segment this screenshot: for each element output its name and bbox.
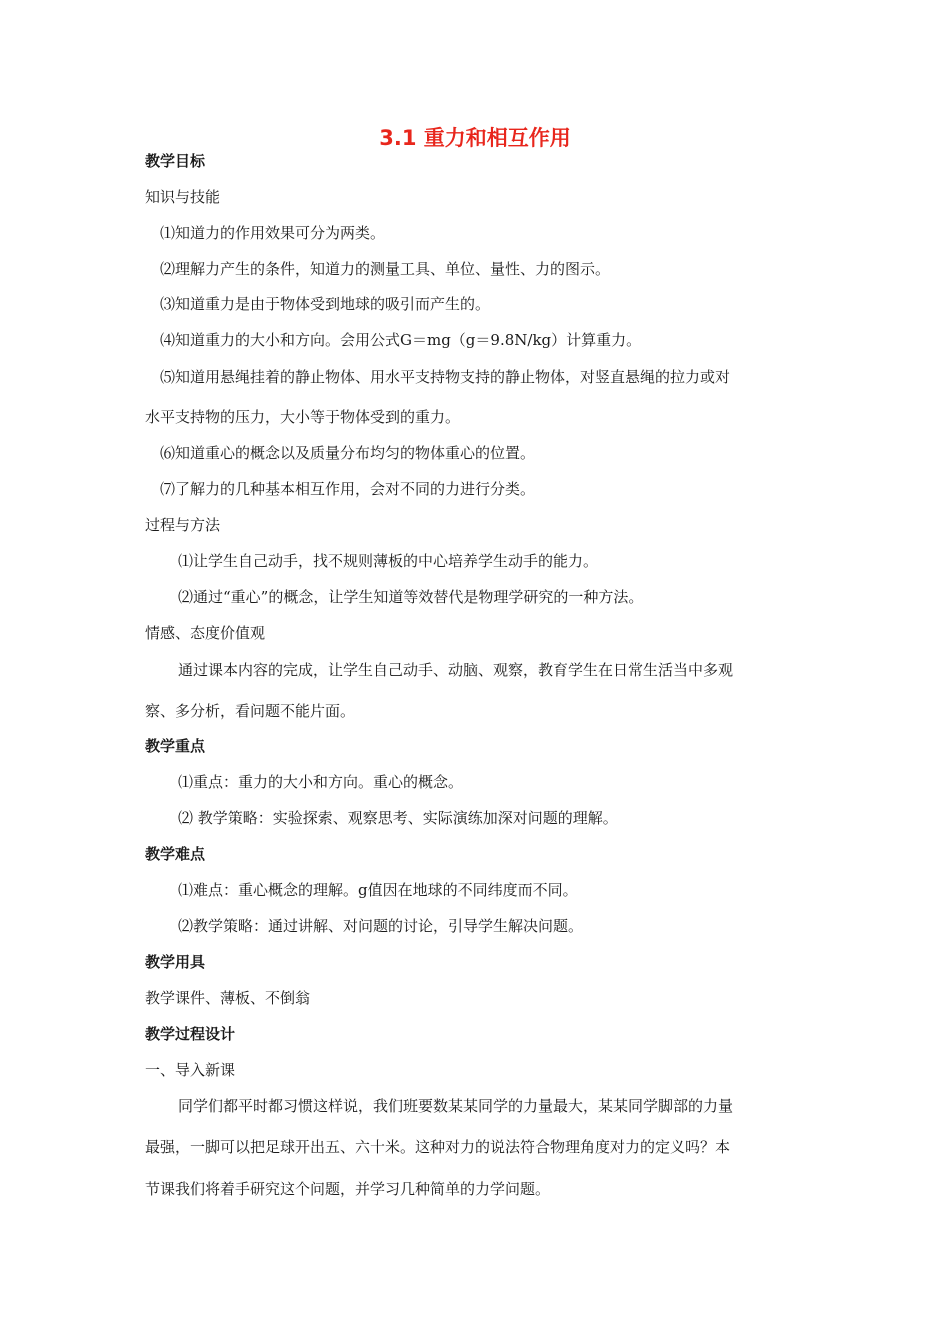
heading-key-points: 教学重点 (145, 737, 206, 755)
knowledge-item-4: ⑷知道重力的大小和方向。会用公式G＝mg（g＝9.8N/kg）计算重力。 (160, 331, 642, 349)
knowledge-item-3: ⑶知道重力是由于物体受到地球的吸引而产生的。 (160, 295, 491, 313)
difficult-point-2: ⑵教学策略：通过讲解、对问题的讨论，引导学生解决问题。 (178, 917, 584, 935)
heading-difficult-points: 教学难点 (145, 845, 206, 863)
intro-paragraph-line-3: 节课我们将着手研究这个问题，并学习几种简单的力学问题。 (145, 1180, 551, 1198)
knowledge-item-6: ⑹知道重心的概念以及质量分布均匀的物体重心的位置。 (160, 444, 536, 462)
knowledge-item-2: ⑵理解力产生的条件，知道力的测量工具、单位、量性、力的图示。 (160, 260, 611, 278)
knowledge-item-7: ⑺了解力的几种基本相互作用，会对不同的力进行分类。 (160, 480, 536, 498)
process-item-2: ⑵通过“重心”的概念，让学生知道等效替代是物理学研究的一种方法。 (178, 588, 644, 606)
attitude-paragraph-line-1: 通过课本内容的完成，让学生自己动手、动脑、观察，教育学生在日常生活当中多观 (178, 661, 734, 679)
subheading-knowledge: 知识与技能 (145, 188, 221, 206)
intro-paragraph-line-1: 同学们都平时都习惯这样说，我们班要数某某同学的力量最大，某某同学脚部的力量 (178, 1097, 734, 1115)
key-point-1: ⑴重点：重力的大小和方向。重心的概念。 (178, 773, 464, 791)
intro-paragraph-line-2: 最强，一脚可以把足球开出五、六十米。这种对力的说法符合物理角度对力的定义吗？本 (145, 1138, 731, 1156)
heading-teaching-tools: 教学用具 (145, 953, 206, 971)
difficult-point-1: ⑴难点：重心概念的理解。g值因在地球的不同纬度而不同。 (178, 881, 578, 899)
heading-objectives: 教学目标 (145, 152, 206, 170)
subheading-attitude: 情感、态度价值观 (145, 624, 266, 642)
knowledge-item-5-line-2: 水平支持物的压力，大小等于物体受到的重力。 (145, 408, 461, 426)
attitude-paragraph-line-2: 察、多分析，看问题不能片面。 (145, 702, 356, 720)
subheading-intro: 一、导入新课 (145, 1061, 236, 1079)
document-title: 3.1 重力和相互作用 (379, 126, 571, 150)
knowledge-item-5-line-1: ⑸知道用悬绳挂着的静止物体、用水平支持物支持的静止物体，对竖直悬绳的拉力或对 (160, 368, 731, 386)
key-point-2: ⑵ 教学策略：实验探索、观察思考、实际演练加深对问题的理解。 (178, 809, 618, 827)
process-item-1: ⑴让学生自己动手，找不规则薄板的中心培养学生动手的能力。 (178, 552, 599, 570)
subheading-process: 过程与方法 (145, 516, 221, 534)
knowledge-item-1: ⑴知道力的作用效果可分为两类。 (160, 224, 386, 242)
teaching-tools-text: 教学课件、薄板、不倒翁 (145, 989, 311, 1007)
heading-process-design: 教学过程设计 (145, 1025, 236, 1043)
